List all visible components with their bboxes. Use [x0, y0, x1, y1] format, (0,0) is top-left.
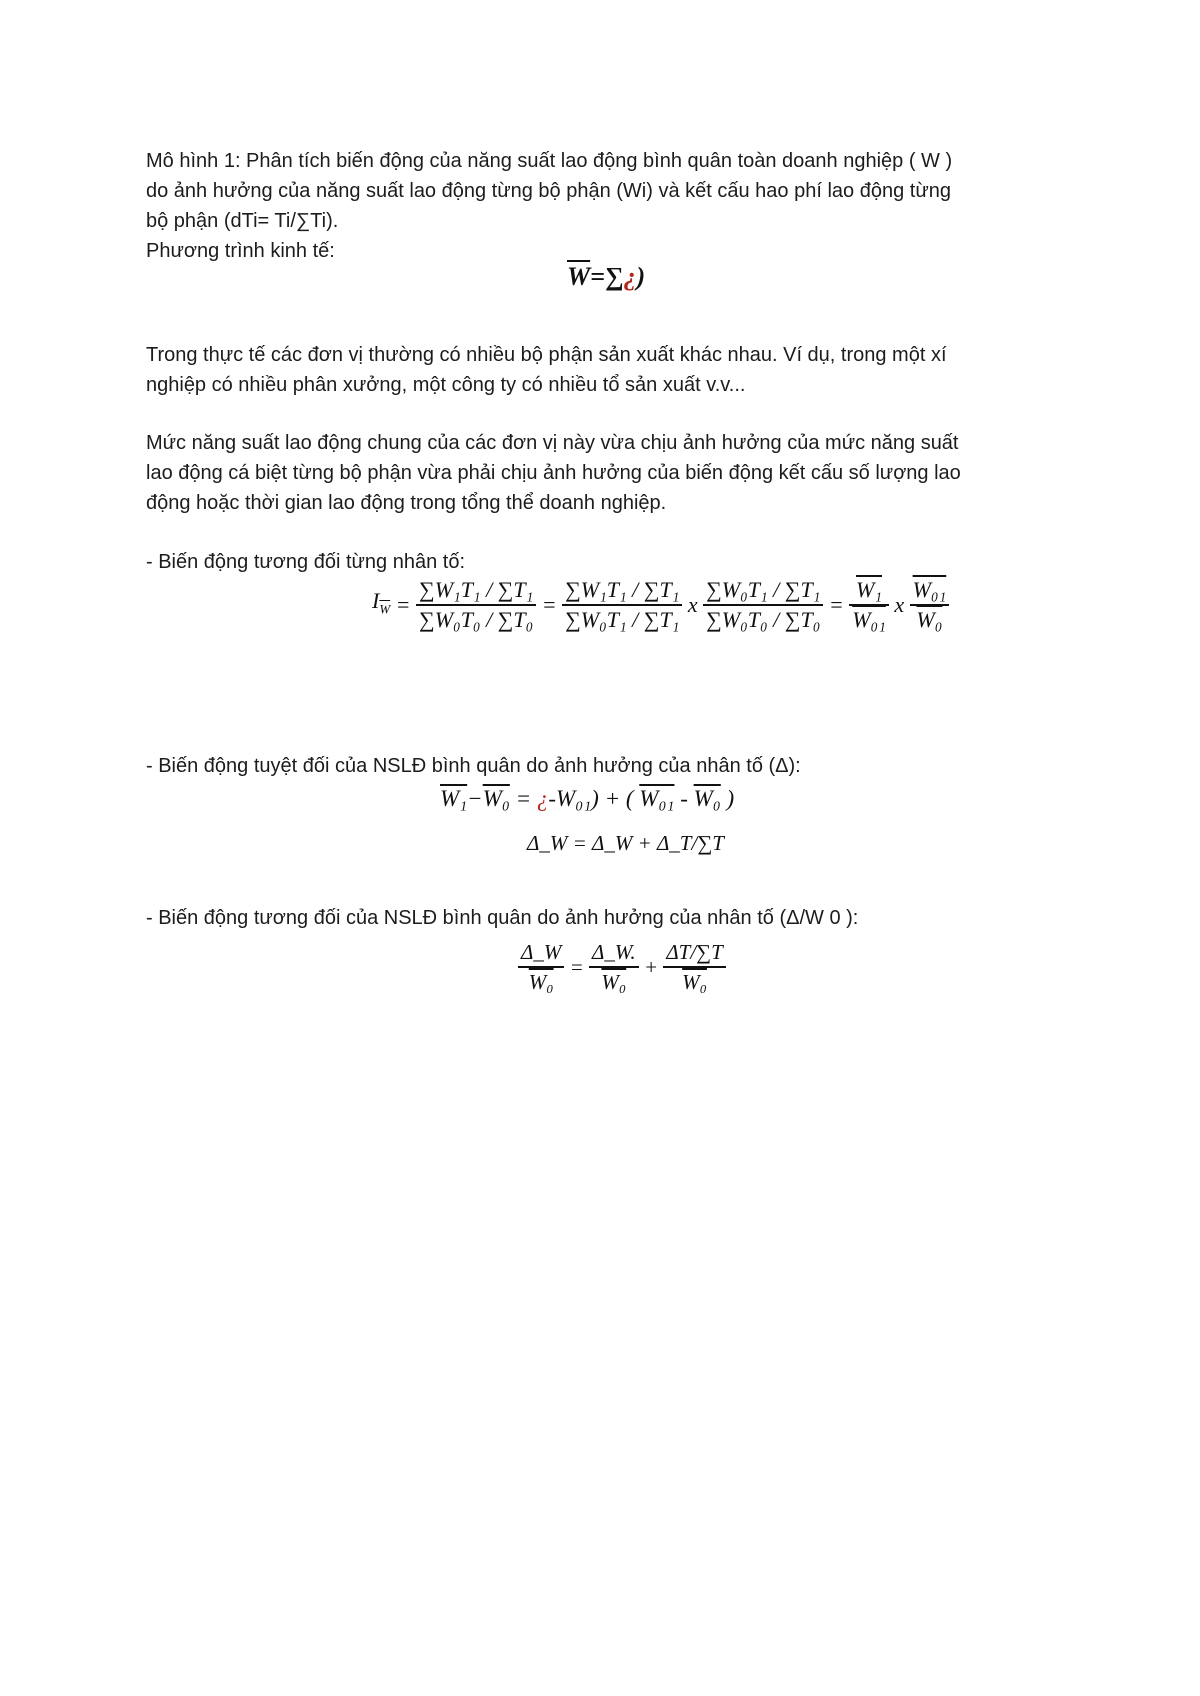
fraction-denominator: W₀: [682, 970, 707, 994]
relative-lhs: [372, 587, 390, 623]
para-line: động hoặc thời gian lao động trong tổng thể doanh nghiệp.: [146, 492, 667, 514]
relative-fraction-1: [416, 576, 536, 634]
relative-ratio-2: [910, 576, 950, 634]
fraction-numerator: W₁: [849, 576, 889, 606]
abs-delta-equation: Δ_W = Δ_W + Δ_T/∑T: [527, 831, 724, 855]
relative-fraction-3: [703, 576, 823, 634]
para-line: Mức năng suất lao động chung của các đơn vị này vừa chịu ảnh hưởng của mức năng suất: [146, 432, 959, 454]
fraction-denominator: W₀: [601, 970, 627, 994]
section-absolute-label: [146, 751, 1076, 781]
equation-label: Phương trình kinh tế:: [146, 240, 335, 262]
abs-close-paren: ): [726, 786, 735, 811]
paragraph-2: [146, 428, 1076, 518]
ratio-fraction-2: [589, 938, 639, 996]
main-equation: [567, 262, 645, 292]
section-relative-label: [146, 547, 1076, 577]
intro-line: bộ phận (dTi= Ti/∑Ti).: [146, 210, 339, 232]
fraction-numerator: ΔT/∑T: [663, 938, 726, 968]
relative-lhs-symbol: I: [372, 587, 380, 613]
abs-minus: −: [467, 786, 483, 811]
fraction-denominator: W₀: [528, 970, 554, 994]
eq-red-glyph: ¿: [623, 262, 637, 291]
eq-lhs: $\overline{W}$: [567, 262, 591, 291]
ratio-eq: =: [569, 955, 584, 979]
para-line: lao động cá biệt từng bộ phận vừa phải chịu ảnh hưởng của biến động kết cấu số lượng lao: [146, 462, 961, 484]
times-sign: x: [687, 592, 698, 617]
fraction-numerator: ∑W₀T₁ / ∑T₁: [703, 576, 823, 606]
formula-ratio: [518, 938, 726, 996]
fraction-denominator: ∑W₀T₀ / ∑T₀: [706, 607, 821, 632]
fraction-denominator: W₀₁: [852, 607, 886, 632]
intro-line: Mô hình 1: Phân tích biến động của năng suất lao động bình quân toàn doanh nghiệp ( W ): [146, 150, 953, 172]
section-label: - Biến động tương đối từng nhân tố:: [146, 551, 465, 573]
fraction-denominator: W₀: [916, 607, 943, 632]
paragraph-1: [146, 340, 1076, 400]
abs-term-w01: W₀₁: [639, 786, 675, 811]
fraction-numerator: Δ_W.: [589, 938, 639, 968]
ratio-fraction-3: [663, 938, 726, 996]
abs-term-w0: W₀: [482, 786, 510, 811]
para-line: Trong thực tế các đơn vị thường có nhiều bộ phận sản xuất khác nhau. Ví dụ, trong một xí: [146, 344, 947, 366]
relative-lhs-sub: W: [379, 601, 391, 617]
times-sign: x: [894, 592, 905, 617]
fraction-denominator: ∑W₀T₁ / ∑T₁: [565, 607, 680, 632]
eq-rhs: ): [636, 262, 646, 291]
abs-red-glyph: ¿: [536, 786, 549, 811]
abs-term-c: -W₀₁) + (: [548, 786, 634, 811]
fraction-numerator: ∑W₁T₁ / ∑T₁: [416, 576, 536, 606]
intro-paragraph: [146, 146, 1076, 266]
formula-absolute-line2: [527, 828, 724, 858]
eq-sign: =∑: [590, 262, 624, 291]
fraction-denominator: ∑W₀T₀ / ∑T₀: [419, 607, 534, 632]
section-label: - Biến động tuyệt đối của NSLĐ bình quân do ảnh hưởng của nhân tố (Δ):: [146, 755, 801, 777]
relative-ratio-1: [849, 576, 889, 634]
abs-eq: =: [515, 786, 532, 811]
fraction-numerator: Δ_W: [518, 938, 564, 968]
section-label: - Biến động tương đối của NSLĐ bình quân do ảnh hưởng của nhân tố (Δ/W 0 ):: [146, 907, 859, 929]
formula-absolute-line1: [440, 784, 734, 814]
formula-relative: $I_{\overline{W}}$ = $\frac{\text{∑W₁T₁ / ∑T₁}}{\text{∑W₀T₀ / ∑T₀}}$ = $\frac{\text{∑W₁T₁ / ∑T₁}}{\text{∑W₀T₁ / ∑T₁}}$ x $\frac{\text{∑W₀T₁ / ∑T₁}}{\text{∑W₀T₀ / ∑T₀}}$ = $\frac{\text{W₁}}{\text{W₀₁}}$ x $\frac{\text{W₀₁}}{\text{W₀}}$: [372, 576, 949, 634]
section-ratio-label: [146, 903, 1076, 933]
fraction-numerator: ∑W₁T₁ / ∑T₁: [562, 576, 682, 606]
para-line: nghiệp có nhiều phân xưởng, một công ty có nhiều tổ sản xuất v.v...: [146, 374, 746, 396]
abs-term-w0-2: W₀: [693, 786, 721, 811]
ratio-fraction-1: [518, 938, 564, 996]
fraction-numerator: W₀₁: [910, 576, 950, 606]
ratio-plus: +: [643, 955, 659, 979]
relative-fraction-2: [562, 576, 682, 634]
intro-line: do ảnh hưởng của năng suất lao động từng bộ phận (Wi) và kết cấu hao phí lao động từng: [146, 180, 951, 202]
abs-minus-2: -: [674, 786, 694, 811]
abs-term-w1: W₁: [440, 786, 468, 811]
